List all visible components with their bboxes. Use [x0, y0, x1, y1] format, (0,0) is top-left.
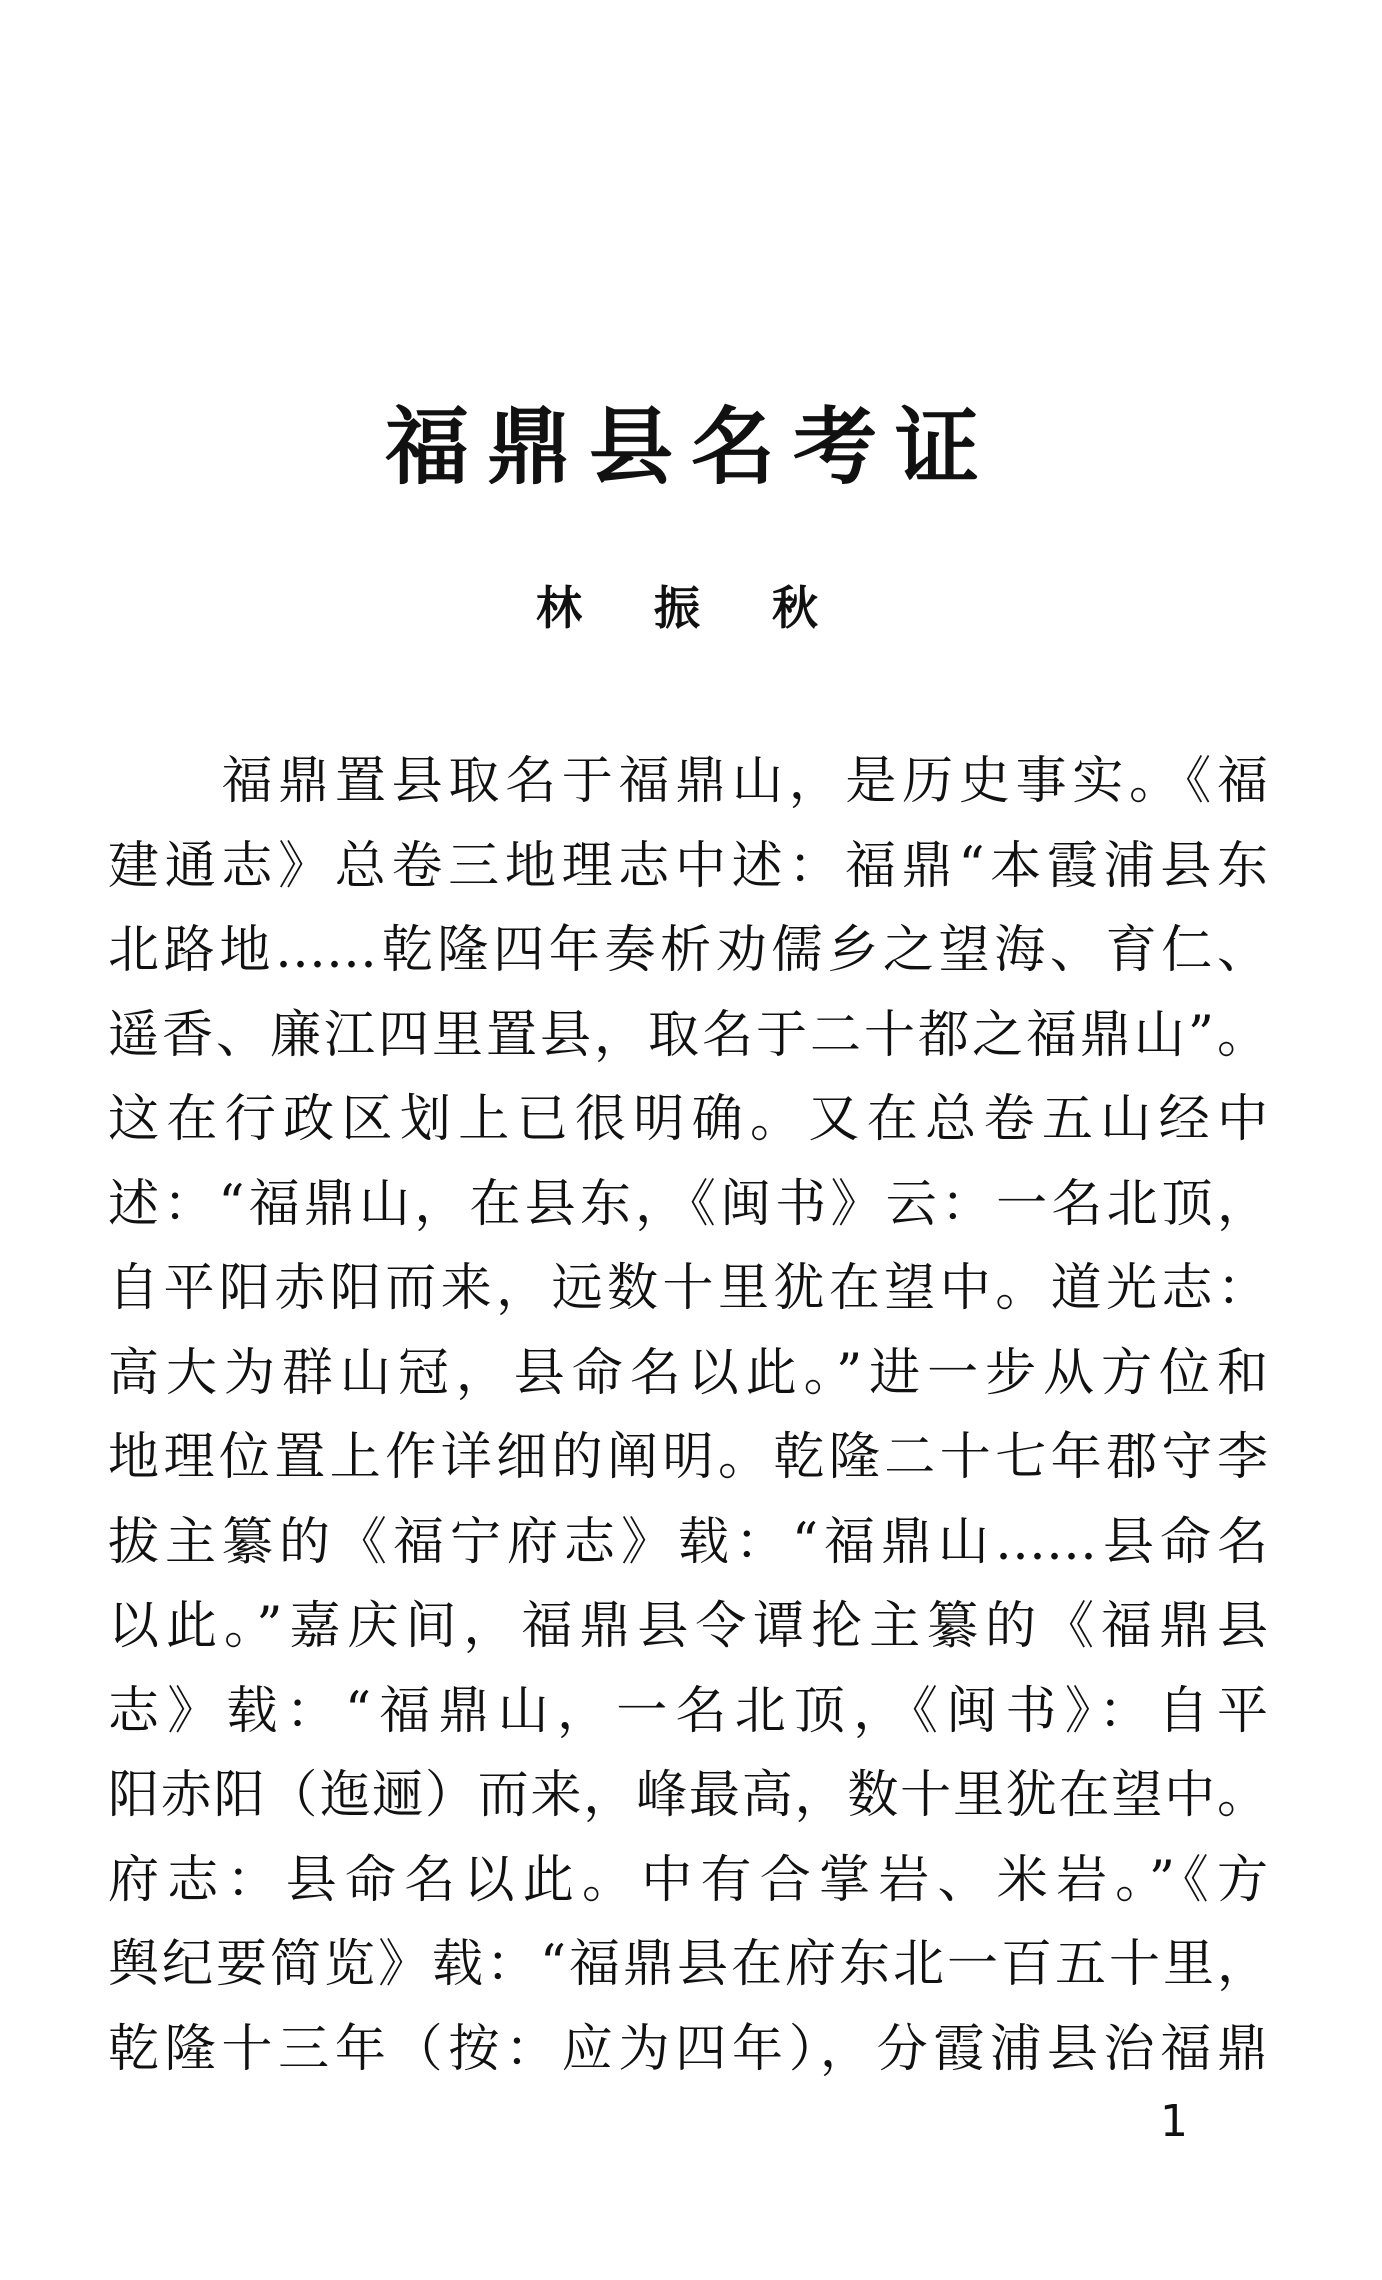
body-line: 以此。”嘉庆间，福鼎县令谭抡主纂的《福鼎县	[108, 1597, 1268, 1656]
body-line: 志》载：“福鼎山，一名北顶，《闽书》：自平	[108, 1681, 1268, 1741]
body-line: 高大为群山冠，县命名以此。”进一步从方位和	[108, 1343, 1268, 1403]
body-line: 地理位置上作详细的阐明。乾隆二十七年郡守李	[108, 1428, 1268, 1487]
body-line: 福鼎置县取名于福鼎山，是历史事实。《福	[108, 752, 1268, 811]
body-line: 自平阳赤阳而来，远数十里犹在望中。道光志：	[108, 1259, 1268, 1318]
body-line: 阳赤阳（迤逦）而来，峰最高，数十里犹在望中。	[108, 1766, 1268, 1825]
body-line: 建通志》总卷三地理志中述：福鼎“本霞浦县东	[108, 836, 1268, 896]
article-body	[108, 740, 1268, 2092]
article-author: 林 振 秋	[535, 581, 847, 635]
body-line: 这在行政区划上已很明确。又在总卷五山经中	[108, 1090, 1268, 1149]
body-line: 舆纪要简览》载：“福鼎县在府东北一百五十里，	[108, 1935, 1268, 1994]
body-line: 拔主纂的《福宁府志》载：“福鼎山……县命名	[108, 1512, 1268, 1572]
page-number: 1	[1160, 2096, 1188, 2147]
body-line: 府志：县命名以此。中有合掌岩、米岩。”《方	[108, 1850, 1268, 1910]
body-line: 乾隆十三年（按：应为四年），分霞浦县治福鼎	[108, 2019, 1268, 2079]
article-title: 福鼎县名考证	[384, 397, 997, 496]
body-line: 遥香、廉江四里置县，取名于二十都之福鼎山”。	[108, 1005, 1268, 1065]
body-line: 述：“福鼎山，在县东，《闽书》云：一名北顶，	[108, 1174, 1268, 1234]
body-line: 北路地……乾隆四年奏析劝儒乡之望海、育仁、	[108, 921, 1268, 980]
